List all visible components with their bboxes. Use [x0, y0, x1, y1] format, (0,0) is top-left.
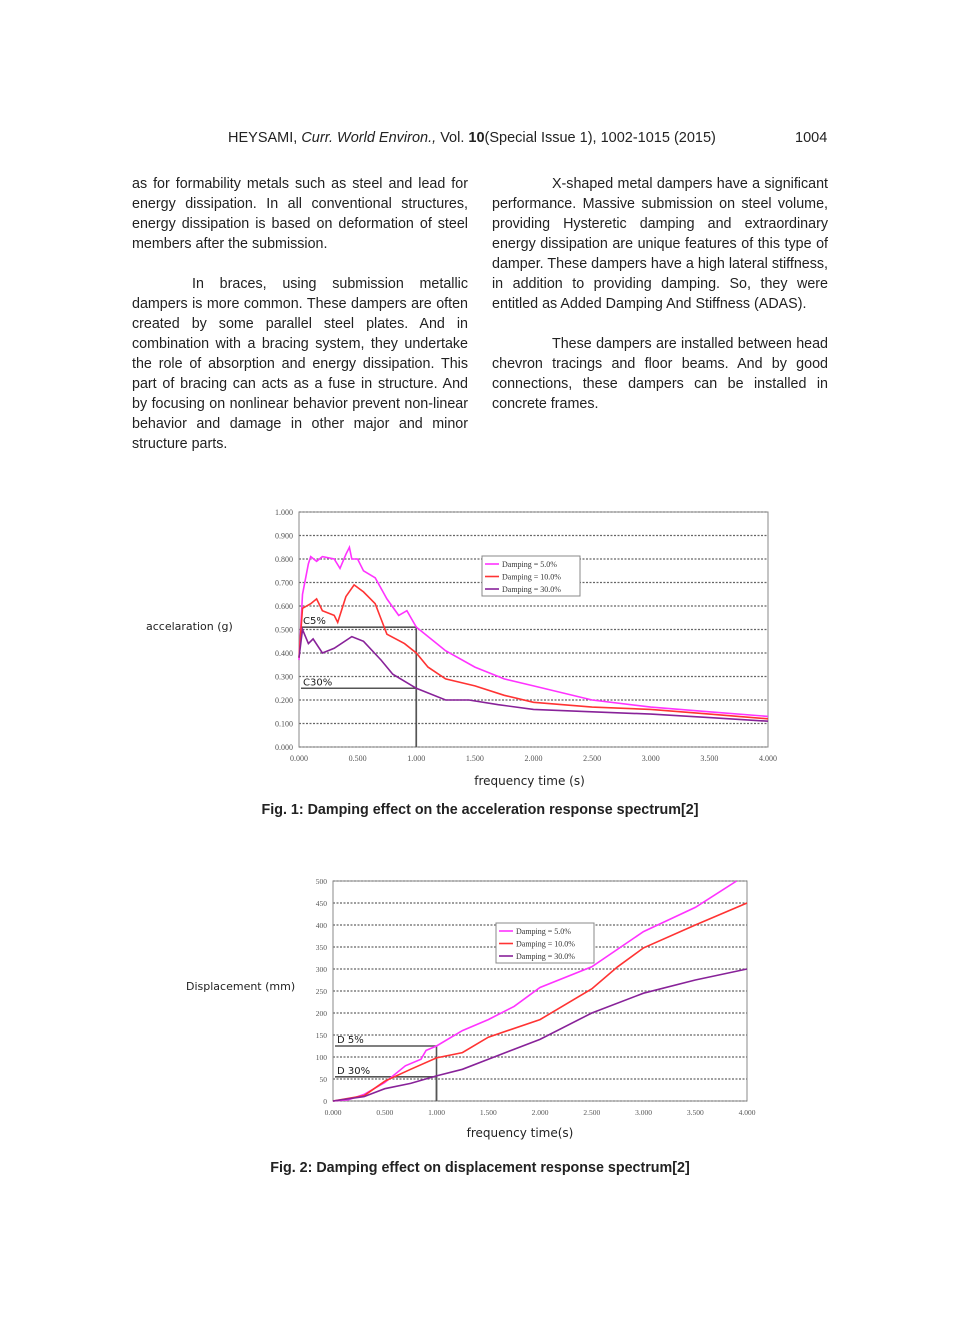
x-tick-label: 3.000 — [641, 754, 660, 763]
x-tick-label: 0.000 — [290, 754, 308, 763]
running-header — [228, 130, 716, 146]
y-tick-label: 0.900 — [275, 531, 293, 541]
right-column — [492, 174, 828, 434]
y-tick-label: 350 — [315, 943, 327, 952]
x-tick-label: 2.000 — [531, 1108, 549, 1117]
annotation-label: D 30% — [337, 1065, 371, 1077]
x-tick-label: 1.500 — [465, 754, 484, 763]
legend-label: Damping = 30.0% — [516, 952, 575, 961]
x-tick-label: 3.500 — [700, 754, 719, 763]
x-tick-label: 3.000 — [635, 1108, 652, 1117]
x-tick-label: 2.000 — [524, 754, 543, 763]
annotation-label: C5% — [303, 616, 326, 628]
x-axis-label: frequency time(s) — [466, 1126, 574, 1140]
y-tick-label: 1.000 — [275, 508, 293, 517]
y-tick-label: 150 — [315, 1031, 327, 1040]
y-tick-label: 450 — [315, 899, 327, 908]
y-tick-label: 0.200 — [275, 696, 293, 705]
header-author: HEYSAMI, — [228, 130, 298, 146]
y-tick-label: 300 — [315, 965, 327, 974]
displacement-chart — [0, 860, 960, 1150]
header-issue: (Special Issue 1), 1002-1015 (2015) — [484, 130, 716, 146]
y-tick-label: 500 — [315, 877, 327, 886]
legend-label: Damping = 5.0% — [502, 560, 557, 569]
y-tick-label: 200 — [315, 1009, 327, 1018]
x-tick-label: 0.500 — [348, 754, 367, 763]
x-tick-label: 2.500 — [583, 1108, 601, 1117]
annotation-guide-line — [301, 688, 416, 747]
y-tick-label: 0.500 — [275, 625, 293, 635]
legend-label: Damping = 10.0% — [516, 939, 575, 949]
page-number: 1004 — [795, 130, 828, 146]
header-vol: 10 — [468, 130, 485, 146]
y-tick-label: 100 — [315, 1053, 327, 1062]
y-tick-label: 250 — [315, 987, 327, 996]
acceleration-chart — [0, 490, 960, 800]
y-tick-label: 0.100 — [275, 719, 293, 729]
y-tick-label: 0.000 — [275, 743, 293, 752]
figure-1-caption: Fig. 1: Damping effect on the acceleration response spectrum[2] — [261, 802, 699, 818]
annotation-label: C30% — [303, 677, 333, 689]
paragraph: X-shaped metal dampers have a significant performance. Massive submission on steel volume, providing Hysteretic damping and extraordinary energy dissipation are unique features of this type of damper. These dampers have a high lateral stiffness, in addition to providing damping. So, they were entitled as Added Damping And Stiffness (ADAS). — [492, 176, 828, 312]
x-tick-label: 0.000 — [324, 1108, 342, 1117]
legend-label: Damping = 10.0% — [502, 572, 561, 582]
x-tick-label: 2.500 — [583, 754, 602, 763]
y-tick-label: 400 — [315, 921, 327, 930]
left-column — [132, 174, 468, 474]
header-vol-label: Vol. — [440, 130, 465, 146]
x-tick-label: 1.000 — [407, 754, 426, 763]
series-line-1 — [299, 585, 768, 719]
y-axis-label: Displacement (mm) — [186, 980, 296, 993]
y-tick-label: 0.800 — [275, 555, 293, 564]
x-tick-label: 3.500 — [686, 1108, 704, 1117]
paragraph: as for formability metals such as steel and lead for energy dissipation. In all conventional structures, energy dissipation is based on deformation of steel members after the submission. — [132, 176, 468, 252]
y-tick-label: 0.600 — [275, 602, 293, 611]
annotation-label: D 5% — [337, 1035, 364, 1046]
series-line-2 — [299, 630, 768, 722]
x-tick-label: 4.000 — [738, 1108, 756, 1117]
legend-label: Damping = 30.0% — [502, 585, 561, 594]
y-tick-label: 0.300 — [275, 672, 293, 682]
paragraph: In braces, using submission metallic dampers is more common. These dampers are often created by some parallel steel plates. And in combination with a bracing system, they undertake the role of absorption and energy dissipation. This part of bracing can acts as a fuse in structure. And by focusing on nonlinear behavior prevent non-linear behavior and damage in other major and minor structure parts. — [132, 276, 468, 452]
x-tick-label: 1.000 — [428, 1108, 445, 1117]
y-tick-label: 0 — [323, 1097, 327, 1106]
x-tick-label: 1.500 — [479, 1108, 497, 1117]
x-tick-label: 0.500 — [376, 1108, 394, 1117]
y-tick-label: 0.400 — [275, 649, 293, 658]
x-tick-label: 4.000 — [759, 754, 777, 763]
legend-label: Damping = 5.0% — [516, 927, 571, 936]
figure-2-caption: Fig. 2: Damping effect on displacement response spectrum[2] — [270, 1160, 690, 1176]
x-axis-label: frequency time (s) — [474, 774, 585, 788]
y-axis-label: accelaration (g) — [146, 620, 233, 633]
y-tick-label: 50 — [319, 1075, 327, 1084]
y-tick-label: 0.700 — [275, 578, 293, 588]
header-journal: Curr. World Environ., — [301, 130, 437, 146]
paragraph: These dampers are installed between head chevron tracings and floor beams. And by good connections, these dampers can be installed in concrete frames. — [492, 336, 828, 412]
